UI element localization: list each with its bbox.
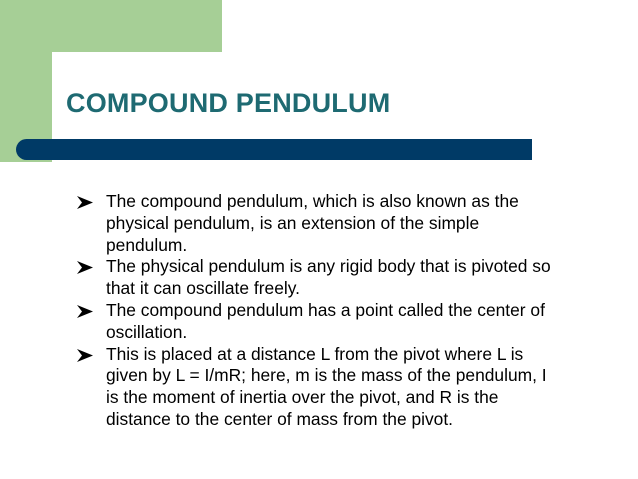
arrow-bullet-icon [77, 305, 93, 318]
slide-title: COMPOUND PENDULUM [66, 88, 391, 118]
arrow-bullet-icon [77, 261, 93, 274]
title-underline-bar [16, 139, 532, 160]
list-item [74, 344, 560, 431]
bullet-text: The compound pendulum has a point called the center of oscillation. [106, 299, 545, 342]
bullet-text: The physical pendulum is any rigid body that is pivoted so that it can oscillate freely. [106, 256, 551, 299]
list-item [74, 191, 560, 256]
arrow-bullet-icon [77, 349, 93, 362]
list-item [74, 300, 560, 344]
bullet-text: The compound pendulum, which is also known as the physical pendulum, is an extension of the simple pendulum. [106, 191, 519, 255]
bullet-list [74, 191, 560, 431]
list-item [74, 256, 560, 300]
arrow-bullet-icon [77, 196, 93, 209]
bullet-text: This is placed at a distance L from the pivot where L is given by L = I/mR; here, m is the mass of the pendulum, I is the moment of inertia over the pivot, and R is the distance to the center of mass from the pivot. [106, 343, 547, 429]
